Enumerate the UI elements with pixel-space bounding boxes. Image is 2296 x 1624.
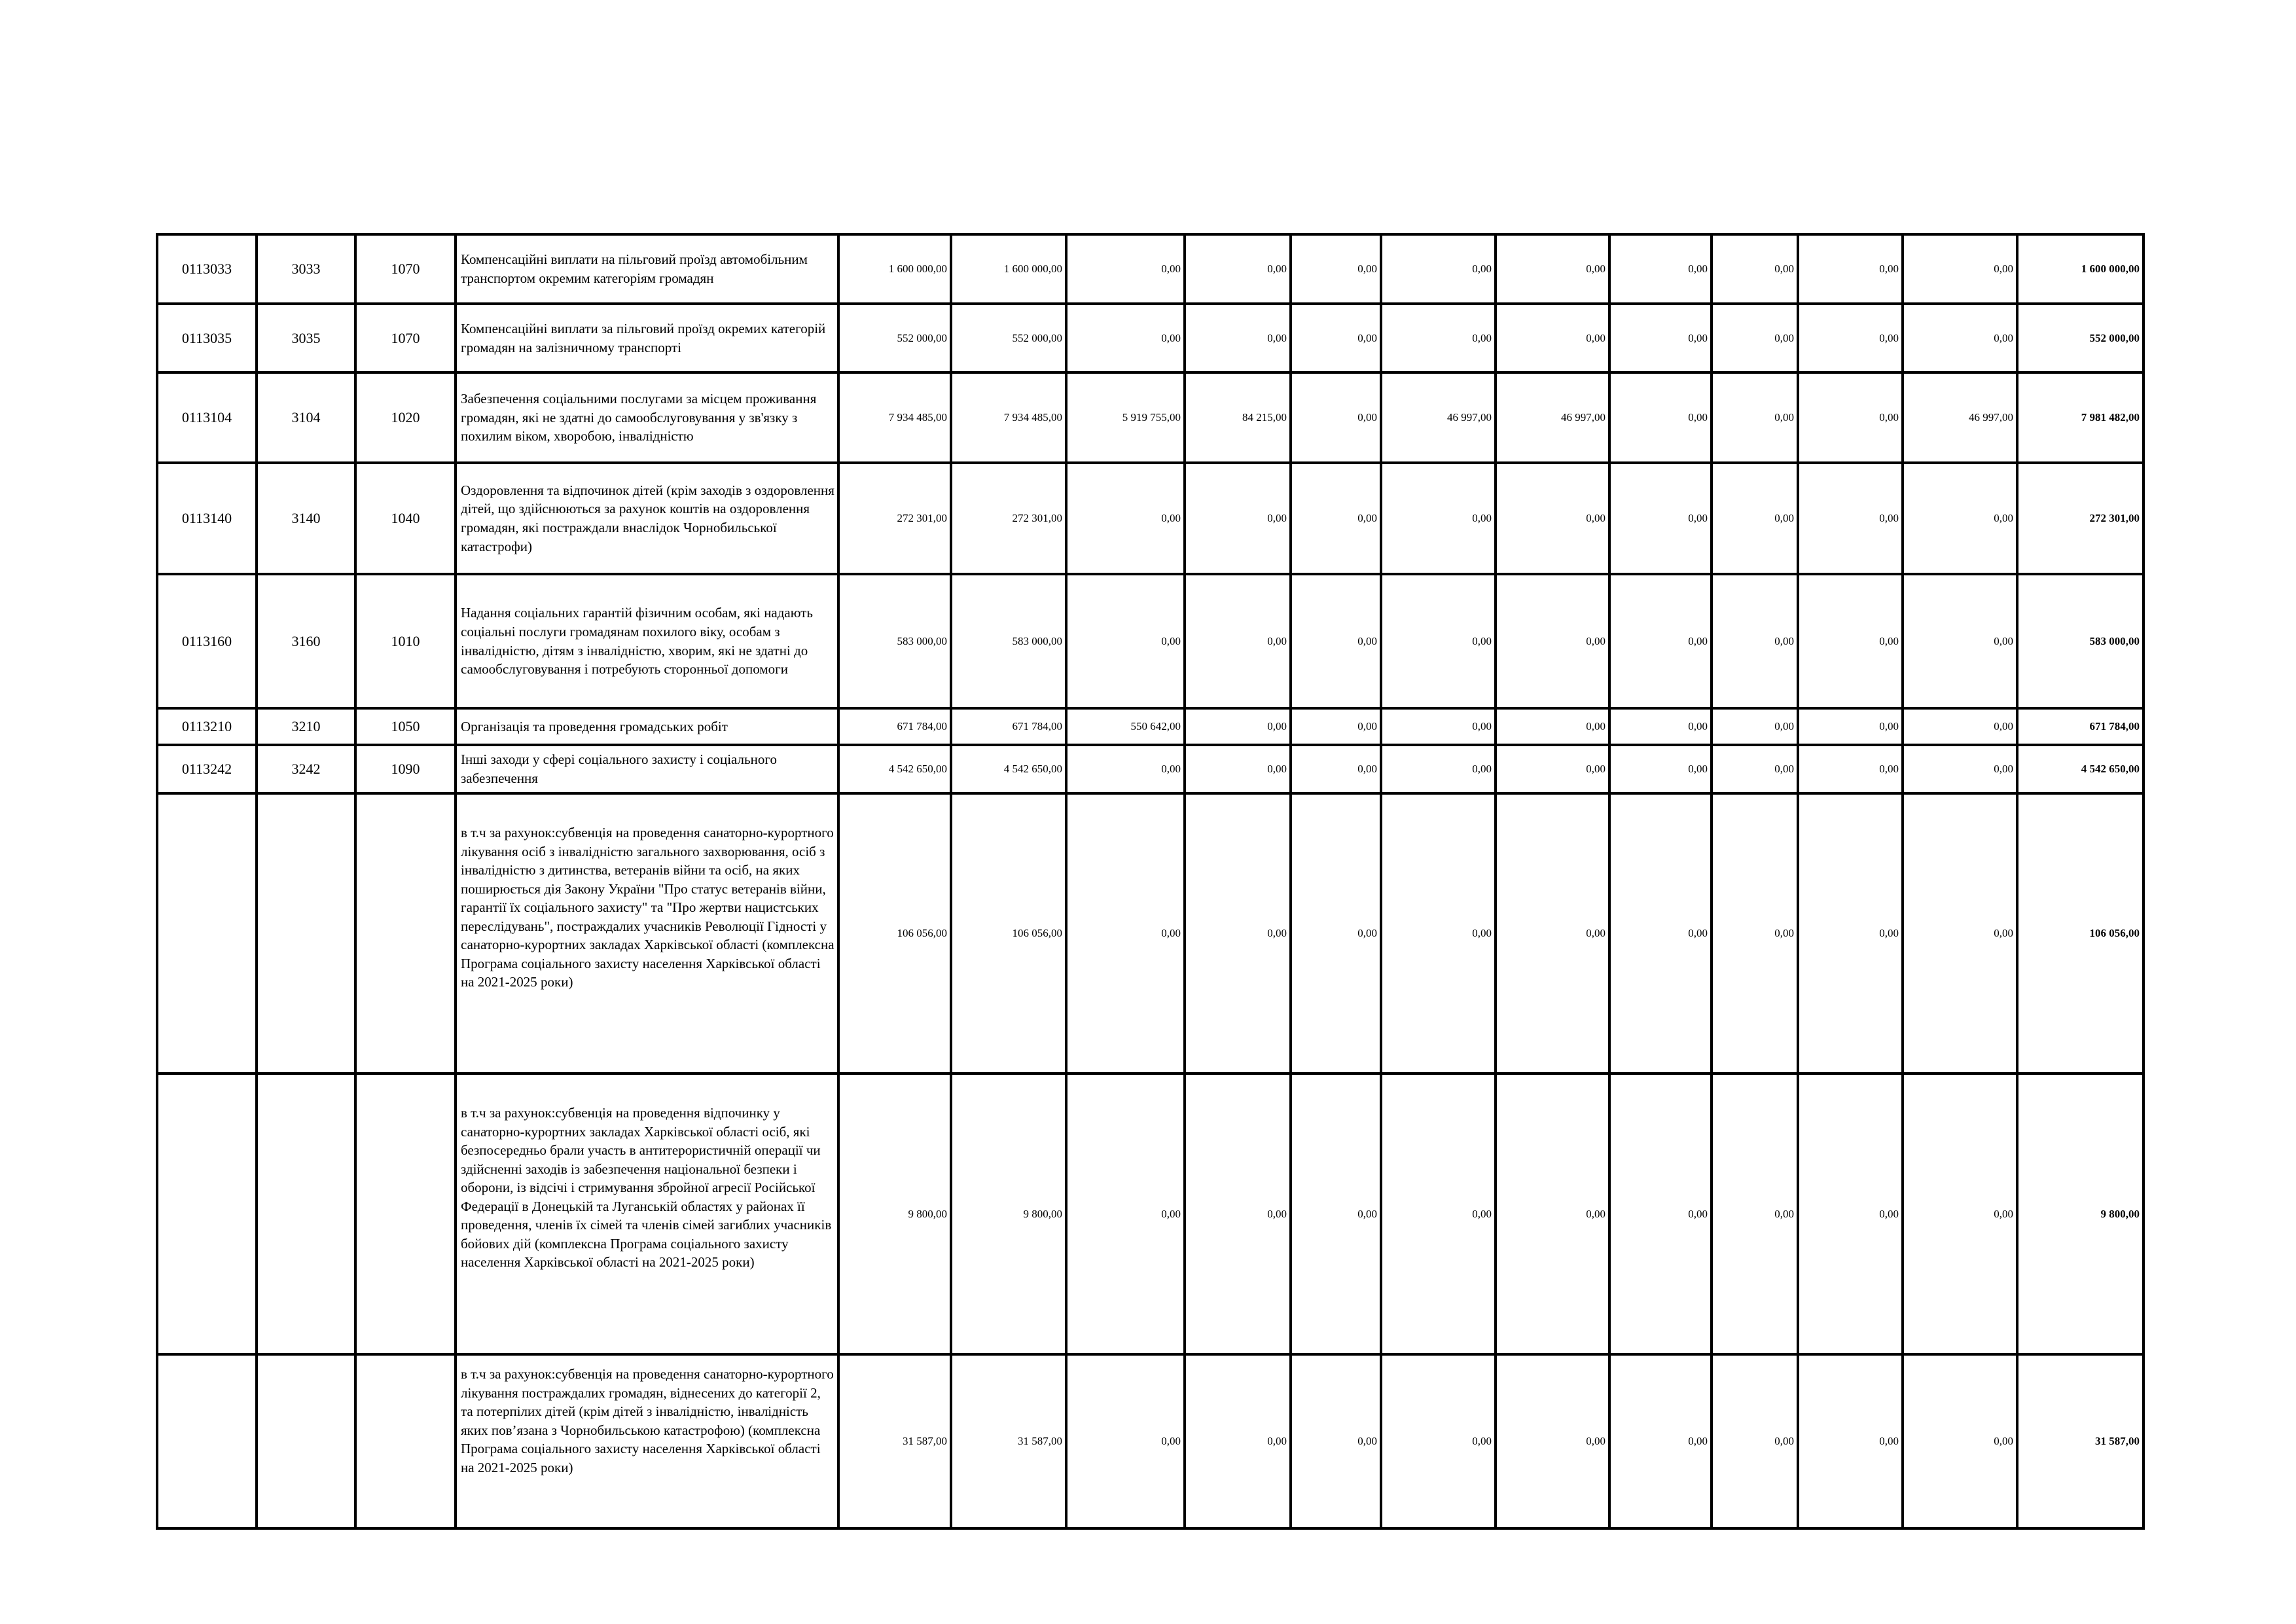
value-cell: 0,00 — [1609, 793, 1712, 1074]
value-cell: 0,00 — [1903, 793, 2017, 1074]
program-name-cell: Інші заходи у сфері соціального захисту і соціального забезпечення — [456, 745, 838, 793]
value-cell: 0,00 — [1798, 304, 1903, 372]
table-row — [157, 793, 2144, 1074]
function-code-cell: 1070 — [355, 304, 456, 372]
value-cell: 0,00 — [1496, 234, 1609, 304]
total-value-cell: 7 981 482,00 — [2017, 372, 2144, 463]
value-cell: 0,00 — [1381, 574, 1496, 708]
tpkvk-code-cell: 3210 — [257, 708, 355, 745]
program-name-cell: Оздоровлення та відпочинок дітей (крім заходів з оздоровлення дітей, що здійснюються за рахунок коштів на оздоровлення громадян, які постраждали внаслідок Чорнобильської катастрофи) — [456, 463, 838, 574]
value-cell: 0,00 — [1496, 1074, 1609, 1354]
value-cell: 671 784,00 — [838, 708, 951, 745]
value-cell: 7 934 485,00 — [951, 372, 1066, 463]
value-cell: 9 800,00 — [838, 1074, 951, 1354]
value-cell: 0,00 — [1185, 1074, 1291, 1354]
value-cell: 0,00 — [1609, 1074, 1712, 1354]
tpkvk-code-cell: 3035 — [257, 304, 355, 372]
value-cell: 0,00 — [1798, 372, 1903, 463]
value-cell: 0,00 — [1903, 574, 2017, 708]
value-cell: 0,00 — [1381, 234, 1496, 304]
value-cell: 0,00 — [1496, 1354, 1609, 1528]
table-row — [157, 574, 2144, 708]
value-cell: 0,00 — [1903, 1074, 2017, 1354]
program-code-cell — [157, 793, 257, 1074]
total-value-cell: 106 056,00 — [2017, 793, 2144, 1074]
value-cell: 0,00 — [1798, 745, 1903, 793]
value-cell: 0,00 — [1903, 234, 2017, 304]
value-cell: 0,00 — [1609, 304, 1712, 372]
value-cell: 31 587,00 — [838, 1354, 951, 1528]
value-cell: 0,00 — [1798, 574, 1903, 708]
value-cell: 46 997,00 — [1903, 372, 2017, 463]
program-name-cell: Компенсаційні виплати за пільговий проїзд окремих категорій громадян на залізничному транспорті — [456, 304, 838, 372]
value-cell: 0,00 — [1496, 793, 1609, 1074]
value-cell: 0,00 — [1798, 234, 1903, 304]
function-code-cell: 1010 — [355, 574, 456, 708]
value-cell: 0,00 — [1712, 372, 1798, 463]
value-cell: 0,00 — [1066, 1074, 1185, 1354]
value-cell: 0,00 — [1291, 304, 1381, 372]
value-cell: 0,00 — [1291, 793, 1381, 1074]
total-value-cell: 583 000,00 — [2017, 574, 2144, 708]
value-cell: 272 301,00 — [838, 463, 951, 574]
value-cell: 0,00 — [1903, 745, 2017, 793]
table-row — [157, 1074, 2144, 1354]
value-cell: 0,00 — [1712, 234, 1798, 304]
value-cell: 0,00 — [1903, 708, 2017, 745]
tpkvk-code-cell: 3160 — [257, 574, 355, 708]
value-cell: 0,00 — [1066, 234, 1185, 304]
program-name-cell: Компенсаційні виплати на пільговий проїзд автомобільним транспортом окремим категоріям громадян — [456, 234, 838, 304]
function-code-cell: 1070 — [355, 234, 456, 304]
value-cell: 0,00 — [1712, 745, 1798, 793]
value-cell: 84 215,00 — [1185, 372, 1291, 463]
value-cell: 0,00 — [1185, 708, 1291, 745]
value-cell: 0,00 — [1291, 1074, 1381, 1354]
program-name-cell: Забезпечення соціальними послугами за місцем проживання громадян, які не здатні до самообслуговування у зв'язку з похилим віком, хворобою, інвалідністю — [456, 372, 838, 463]
function-code-cell: 1040 — [355, 463, 456, 574]
tpkvk-code-cell: 3242 — [257, 745, 355, 793]
value-cell: 0,00 — [1798, 1354, 1903, 1528]
value-cell: 5 919 755,00 — [1066, 372, 1185, 463]
program-name-cell: в т.ч за рахунок:субвенція на проведення санаторно-курортного лікування постраждалих громадян, віднесених до категорії 2, та потерпілих дітей (крім дітей з інвалідністю, інвалідність яких пов’язана з Чорнобильською катастрофою) (комплексна Програма соціального захисту населення Харківської області на 2021-2025 роки) — [456, 1354, 838, 1528]
value-cell: 0,00 — [1185, 304, 1291, 372]
value-cell: 0,00 — [1712, 304, 1798, 372]
value-cell: 0,00 — [1712, 463, 1798, 574]
program-code-cell: 0113035 — [157, 304, 257, 372]
budget-table — [156, 233, 2145, 1530]
value-cell: 0,00 — [1185, 745, 1291, 793]
value-cell: 106 056,00 — [838, 793, 951, 1074]
value-cell: 583 000,00 — [951, 574, 1066, 708]
value-cell: 0,00 — [1496, 463, 1609, 574]
value-cell: 4 542 650,00 — [951, 745, 1066, 793]
value-cell: 0,00 — [1291, 372, 1381, 463]
program-name-cell: в т.ч за рахунок:субвенція на проведення відпочинку у санаторно-курортних закладах Харківської області осіб, які безпосередньо брали участь в антитерористичній операції чи здійсненні заходів із забезпечення національної безпеки і оборони, із відсічі і стримування збройної агресії Російської Федерації в Донецькій та Луганській областях у районах її проведення, членів їх сімей та членів сімей загиблих учасників бойових дій (комплексна Програма соціального захисту населення Харківської області на 2021-2025 роки) — [456, 1074, 838, 1354]
value-cell: 0,00 — [1798, 708, 1903, 745]
value-cell: 671 784,00 — [951, 708, 1066, 745]
tpkvk-code-cell — [257, 793, 355, 1074]
value-cell: 0,00 — [1609, 708, 1712, 745]
total-value-cell: 4 542 650,00 — [2017, 745, 2144, 793]
table-row — [157, 745, 2144, 793]
program-code-cell: 0113242 — [157, 745, 257, 793]
value-cell: 0,00 — [1609, 463, 1712, 574]
value-cell: 0,00 — [1712, 574, 1798, 708]
value-cell: 0,00 — [1381, 304, 1496, 372]
tpkvk-code-cell: 3140 — [257, 463, 355, 574]
value-cell: 0,00 — [1798, 793, 1903, 1074]
value-cell: 0,00 — [1903, 463, 2017, 574]
value-cell: 106 056,00 — [951, 793, 1066, 1074]
table-row — [157, 372, 2144, 463]
value-cell: 0,00 — [1798, 463, 1903, 574]
value-cell: 0,00 — [1903, 1354, 2017, 1528]
value-cell: 550 642,00 — [1066, 708, 1185, 745]
table-row — [157, 1354, 2144, 1528]
value-cell: 46 997,00 — [1496, 372, 1609, 463]
tpkvk-code-cell: 3104 — [257, 372, 355, 463]
program-name-cell: Надання соціальних гарантій фізичним особам, які надають соціальні послуги громадянам похилого віку, особам з інвалідністю, дітям з інвалідністю, хворим, які не здатні до самообслуговування і потребують сторонньої допомоги — [456, 574, 838, 708]
value-cell: 0,00 — [1185, 234, 1291, 304]
value-cell: 0,00 — [1712, 708, 1798, 745]
table-body — [157, 234, 2144, 1528]
function-code-cell: 1050 — [355, 708, 456, 745]
value-cell: 0,00 — [1712, 1074, 1798, 1354]
value-cell: 0,00 — [1381, 1074, 1496, 1354]
value-cell: 0,00 — [1291, 234, 1381, 304]
program-code-cell: 0113140 — [157, 463, 257, 574]
value-cell: 0,00 — [1291, 574, 1381, 708]
value-cell: 0,00 — [1291, 708, 1381, 745]
value-cell: 46 997,00 — [1381, 372, 1496, 463]
value-cell: 0,00 — [1496, 745, 1609, 793]
value-cell: 0,00 — [1609, 234, 1712, 304]
value-cell: 552 000,00 — [838, 304, 951, 372]
table-row — [157, 304, 2144, 372]
value-cell: 0,00 — [1609, 372, 1712, 463]
program-code-cell: 0113210 — [157, 708, 257, 745]
program-code-cell: 0113160 — [157, 574, 257, 708]
function-code-cell — [355, 1354, 456, 1528]
program-code-cell — [157, 1354, 257, 1528]
value-cell: 0,00 — [1903, 304, 2017, 372]
value-cell: 7 934 485,00 — [838, 372, 951, 463]
program-code-cell: 0113033 — [157, 234, 257, 304]
value-cell: 0,00 — [1381, 463, 1496, 574]
total-value-cell: 31 587,00 — [2017, 1354, 2144, 1528]
table-row — [157, 708, 2144, 745]
value-cell: 0,00 — [1066, 304, 1185, 372]
value-cell: 0,00 — [1496, 574, 1609, 708]
value-cell: 0,00 — [1291, 745, 1381, 793]
value-cell: 0,00 — [1185, 574, 1291, 708]
value-cell: 0,00 — [1185, 793, 1291, 1074]
value-cell: 0,00 — [1381, 745, 1496, 793]
value-cell: 0,00 — [1496, 708, 1609, 745]
value-cell: 9 800,00 — [951, 1074, 1066, 1354]
tpkvk-code-cell: 3033 — [257, 234, 355, 304]
value-cell: 0,00 — [1066, 574, 1185, 708]
value-cell: 0,00 — [1066, 1354, 1185, 1528]
total-value-cell: 9 800,00 — [2017, 1074, 2144, 1354]
value-cell: 1 600 000,00 — [951, 234, 1066, 304]
program-name-cell: в т.ч за рахунок:субвенція на проведення санаторно-курортного лікування осіб з інвалідністю загального захворювання, осіб з інвалідністю з дитинства, ветеранів війни та осіб, на яких поширюється дія Закону України "Про статус ветеранів війни, гарантії їх соціального захисту" та "Про жертви нацистських переслідувань", постраждалих учасників Революції Гідності у санаторно-курортних закладах Харківської області (комплексна Програма соціального захисту населення Харківської області на 2021-2025 роки) — [456, 793, 838, 1074]
tpkvk-code-cell — [257, 1074, 355, 1354]
value-cell: 0,00 — [1609, 745, 1712, 793]
value-cell: 4 542 650,00 — [838, 745, 951, 793]
value-cell: 0,00 — [1609, 1354, 1712, 1528]
value-cell: 0,00 — [1798, 1074, 1903, 1354]
value-cell: 0,00 — [1066, 793, 1185, 1074]
value-cell: 583 000,00 — [838, 574, 951, 708]
program-code-cell — [157, 1074, 257, 1354]
tpkvk-code-cell — [257, 1354, 355, 1528]
function-code-cell: 1020 — [355, 372, 456, 463]
value-cell: 0,00 — [1381, 708, 1496, 745]
value-cell: 0,00 — [1291, 1354, 1381, 1528]
value-cell: 0,00 — [1712, 1354, 1798, 1528]
value-cell: 0,00 — [1381, 1354, 1496, 1528]
function-code-cell — [355, 1074, 456, 1354]
value-cell: 0,00 — [1381, 793, 1496, 1074]
function-code-cell: 1090 — [355, 745, 456, 793]
total-value-cell: 272 301,00 — [2017, 463, 2144, 574]
value-cell: 0,00 — [1712, 793, 1798, 1074]
value-cell: 0,00 — [1496, 304, 1609, 372]
value-cell: 0,00 — [1185, 463, 1291, 574]
value-cell: 272 301,00 — [951, 463, 1066, 574]
value-cell: 31 587,00 — [951, 1354, 1066, 1528]
value-cell: 0,00 — [1066, 745, 1185, 793]
value-cell: 1 600 000,00 — [838, 234, 951, 304]
value-cell: 552 000,00 — [951, 304, 1066, 372]
total-value-cell: 1 600 000,00 — [2017, 234, 2144, 304]
total-value-cell: 671 784,00 — [2017, 708, 2144, 745]
function-code-cell — [355, 793, 456, 1074]
program-code-cell: 0113104 — [157, 372, 257, 463]
value-cell: 0,00 — [1291, 463, 1381, 574]
program-name-cell: Організація та проведення громадських робіт — [456, 708, 838, 745]
total-value-cell: 552 000,00 — [2017, 304, 2144, 372]
value-cell: 0,00 — [1185, 1354, 1291, 1528]
value-cell: 0,00 — [1609, 574, 1712, 708]
value-cell: 0,00 — [1066, 463, 1185, 574]
table-row — [157, 463, 2144, 574]
table-row — [157, 234, 2144, 304]
